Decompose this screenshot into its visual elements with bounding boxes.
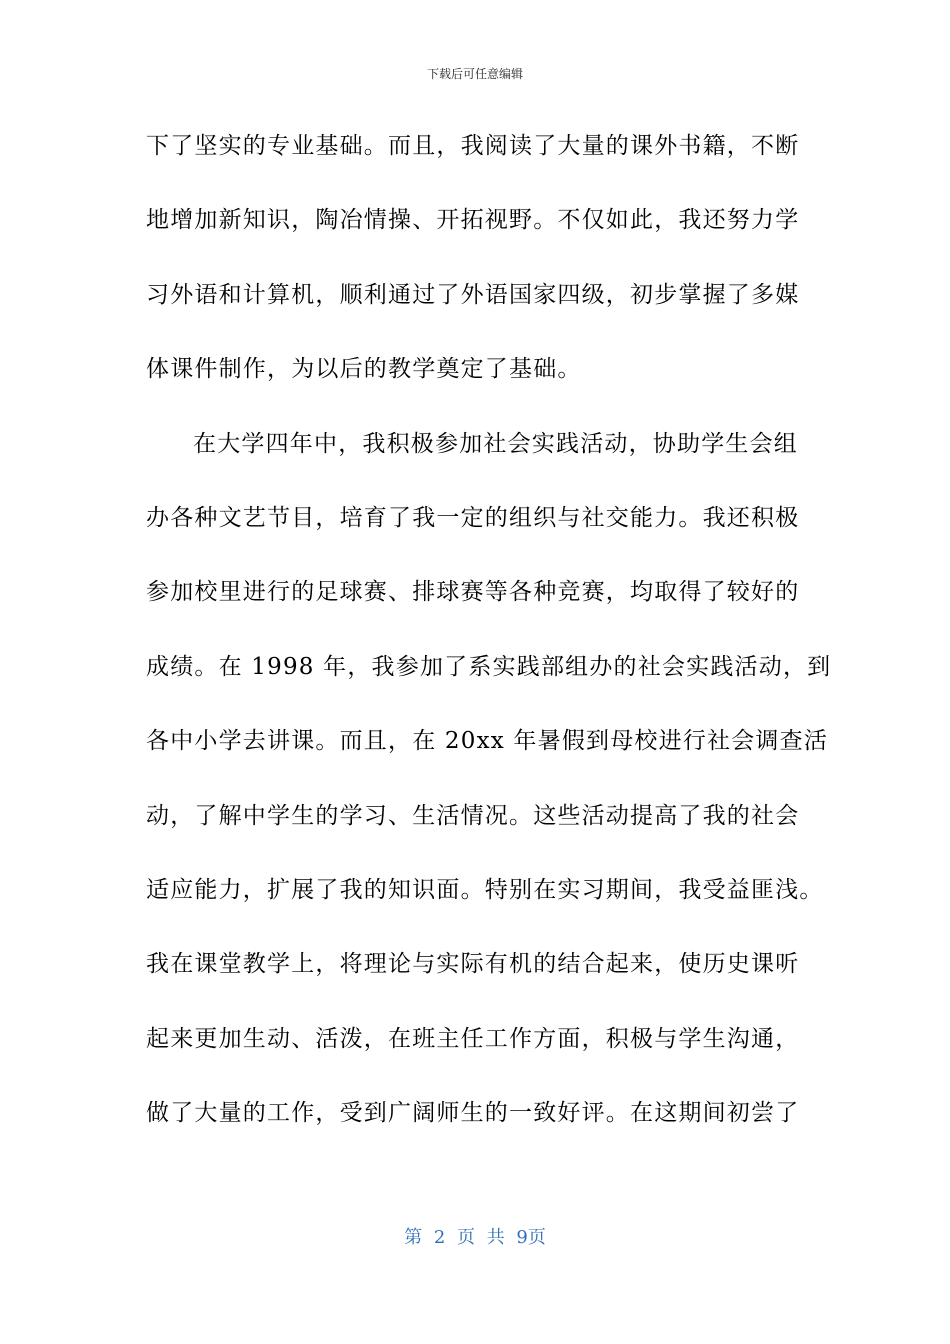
paragraph-start-line: 在大学四年中，我积极参加社会实践活动，协助学生会组: [193, 430, 798, 457]
text-line: 办各种文艺节目，培育了我一定的组织与社交能力。我还积极: [146, 504, 800, 531]
text-line: 成绩。在 1998 年，我参加了系实践部组办的社会实践活动，到: [146, 653, 832, 680]
text-line: 地增加新知识，陶冶情操、开拓视野。不仅如此，我还努力学: [146, 207, 800, 234]
text-line: 起来更加生动、活泼，在班主任工作方面，积极与学生沟通，: [146, 1025, 800, 1052]
text-line: 下了坚实的专业基础。而且，我阅读了大量的课外书籍，不断: [146, 133, 800, 159]
text-line: 适应能力，扩展了我的知识面。特别在实习期间，我受益匪浅。: [146, 876, 824, 903]
text-line: 做了大量的工作，受到广阔师生的一致好评。在这期间初尝了: [146, 1100, 800, 1127]
text-line: 参加校里进行的足球赛、排球赛等各种竞赛，均取得了较好的: [146, 579, 800, 606]
text-line: 动，了解中学生的学习、生活情况。这些活动提高了我的社会: [146, 802, 800, 829]
text-line: 我在课堂教学上，将理论与实际有机的结合起来，使历史课听: [146, 951, 800, 978]
page-header: 下载后可任意编辑: [426, 67, 523, 81]
page-number-footer: 第 2 页 共 9页: [404, 1227, 546, 1248]
text-line: 体课件制作，为以后的教学奠定了基础。: [146, 356, 582, 383]
document-body: [146, 124, 832, 1165]
text-line: 习外语和计算机，顺利通过了外语国家四级，初步掌握了多媒: [146, 281, 800, 308]
text-line: 各中小学去讲课。而且，在 20xx 年暑假到母校进行社会调查活: [146, 728, 829, 755]
